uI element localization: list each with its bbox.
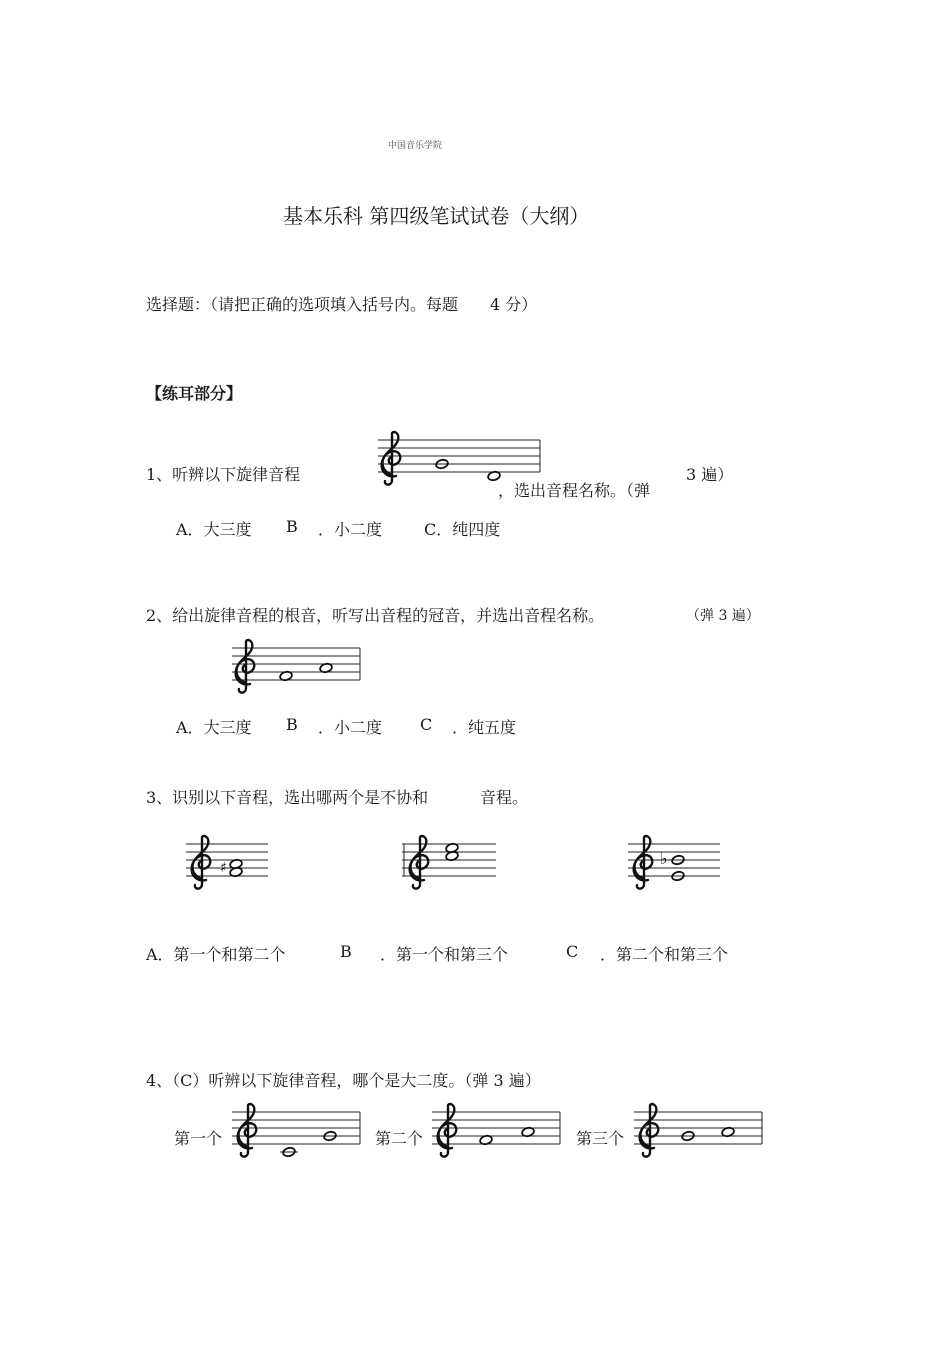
header-institution: 中国音乐学院 [388,141,443,151]
section-title: 【练耳部分】 [146,384,243,403]
q3-prompt: 3、识别以下音程，选出哪两个是不协和 [146,788,429,807]
q3-option-a: A．第一个和第二个 [146,945,286,964]
q4-label-3: 第三个 [576,1129,625,1148]
flat-icon: ♭ [660,849,668,868]
q3-option-c: ．第二个和第三个 [600,945,729,964]
page-title: 基本乐科 第四级笔试试卷（大纲） [283,204,590,228]
q4-label-2: 第二个 [375,1129,424,1148]
sharp-icon: ♯ [220,860,227,876]
q3-option-c-letter: C [566,942,579,961]
q2-option-b: ．小二度 [318,718,383,737]
q4-staff-1 [230,1098,364,1164]
q4-staff-2 [430,1098,564,1164]
q3-interval-1 [184,830,270,892]
q2-option-a: A．大三度 [176,718,252,737]
q3-option-b-letter: B [340,942,352,961]
q4-prompt: 4、（C）听辨以下旋律音程，哪个是大二度。（弹 3 遍） [146,1071,541,1090]
instructions: 选择题：（请把正确的选项填入括号内。每题 4 分） [146,295,538,314]
q4-staff-3 [632,1098,766,1164]
q2-plays: （弹 3 遍） [686,608,760,624]
q2-option-c-letter: C [420,715,433,734]
q3-interval-2 [400,820,498,900]
staff-lines [378,440,540,472]
q3-prompt-end: 音程。 [480,788,529,807]
q1-prompt: 1、听辨以下旋律音程 [146,465,301,484]
q1-plays: 3 遍） [686,465,734,484]
q2-prompt: 2、给出旋律音程的根音，听写出音程的冠音，并选出音程名称。 [146,606,605,625]
q1-after: ，选出音程名称。（弹 [498,481,651,500]
q3-interval-3 [626,824,722,900]
q1-option-b-letter: B [286,517,298,536]
q2-staff [226,634,364,696]
q2-option-b-letter: B [286,715,298,734]
q4-label-1: 第一个 [174,1129,223,1148]
q1-option-b: ．小二度 [318,520,383,539]
q2-option-c: ．纯五度 [452,718,517,737]
q3-option-b: ．第一个和第三个 [380,945,509,964]
q1-option-a: A．大三度 [176,520,252,539]
q1-option-c: C．纯四度 [424,520,501,539]
